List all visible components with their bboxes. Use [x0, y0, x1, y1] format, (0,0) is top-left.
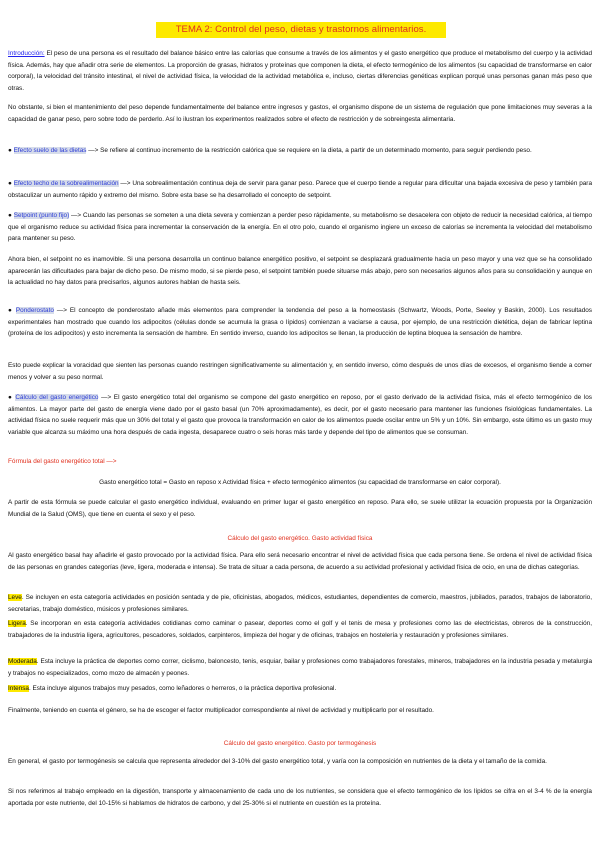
paragraph-regulation [8, 102, 592, 125]
paragraph-text: Finalmente, teniendo en cuenta el género, se ha de escoger el factor multiplicador correspondiente al nivel de actividad y multiplicarlo por el resultado. [8, 707, 434, 714]
bullet-ponderostato: ● Ponderostato —> El concepto de ponderostato añade más elementos para comprender la tendencia del peso a la homeostasis (Schwartz, Woods, Porte, Seeley y Baskin, 2000). Los resultados experimentales han mostrado que cuando los adipocitos (células donde se acumula la grasa o lípidos) comienzan a vaciarse a causa, por ejemplo, de una restricción dietética, dejan de fabricar leptina (proteína de los adipocitos) y esto incrementa la sensación de hambre. En sentido inverso, cuando los adipocitos se llenan, la producción de leptina bloquea la sensación de hambre. [8, 307, 592, 338]
bullet-calculo-gasto: ● Cálculo del gasto energético —> El gasto energético total del organismo se compone del gasto energético en reposo, por el gasto derivado de la actividad física, más el efecto termogénico de los alimentos. La mayor parte del gasto de energía viene dado por el gasto basal (un 70% aproximadamente), es decir, por el gasto necesario para mantener las funciones fisiológicas fundamentales. La actividad física no suele requerir más que un 30% del total y el gasto que provoca la transformación en calor de los alimentos puede oscilar entre un 5% y un 10%. Sin embargo, este último es un gasto muy variable que alcanza su máximo una hora después de cada ingesta, desaparece cuatro o seis horas más tarde y depende del tipo de alimentos que se consuman. [8, 394, 592, 436]
level-term: Leve [8, 594, 22, 601]
bullet-setpoint: ● Setpoint (punto fijo) —> Cuando las personas se someten a una dieta severa y comienzan a perder peso rápidamente, su metabolismo se desacelera con objeto de reducir la necesidad calórica, al tiempo que el organismo reduce su actividad física para incrementar la conservación de la energía. En el otro polo, cuando el organismo ingiere un exceso de calorías se incrementa la velocidad del metabolismo para mantener su peso. [8, 212, 593, 243]
paragraph-text: Esto puede explicar la voracidad que sienten las personas cuando restringen significativamente su alimentación y, en sentido inverso, cómo después de unos días de excesos, el organismo tiende a comer menos y volver a su peso normal. [8, 362, 592, 381]
paragraph-termogenesis [8, 756, 592, 768]
bullet-term: Setpoint (punto fijo) [13, 212, 70, 219]
level-ligera [8, 618, 592, 641]
level-text: . Se incluyen en esta categoría actividades en posición sentada y de pie, oficinistas, abogados, médicos, estudiantes, dependientes de comercio, maestros, jubilados, parados, trabajos de laboratorio, secretarias, trabajo doméstico, músicos y profesiones similares. [8, 594, 592, 613]
paragraph-text: Al gasto energético basal hay añadirle el gasto provocado por la actividad física. Para ello será necesario encontrar el nivel de actividad física que cada persona tiene. Se ordena el nivel de actividad física de las personas en grandes categorías (leve, ligera, moderada e intensa). Se trata de situar a cada persona, de acuerdo a su actividad profesional y actividad física de ocio, en una de dichas categorías. [8, 552, 592, 571]
intro-label: Introducción: [8, 50, 45, 57]
section-heading-text: Cálculo del gasto energético. Gasto actividad física [227, 535, 373, 542]
paragraph-formula [8, 497, 592, 520]
paragraph-setpoint [8, 254, 592, 289]
level-moderada [8, 656, 592, 679]
level-text: . Esta incluye algunos trabajos muy pesados, como leñadores o herreros, o la práctica deportiva profesional. [28, 685, 337, 692]
bullet-efecto-suelo: ● Efecto suelo de las dietas —> Se refiere al continuo incremento de la restricción calórica que se requiere en la dieta, a partir de un determinado momento, para seguir perdiendo peso. [8, 147, 532, 154]
bullet-text: —> El gasto energético total del organismo se compone del gasto energético en reposo, por el gasto derivado de la actividad física, más el efecto termogénico de los alimentos. La mayor parte del gasto de energía viene dado por el gasto basal (un 70% aproximadamente), es decir, por el gasto necesario para mantener las funciones fisiológicas fundamentales. La actividad física no suele requerir más que un 30% del total y el gasto que provoca la transformación en calor de los alimentos puede oscilar entre un 5% y un 10%. Sin embargo, este último es un gasto muy variable que alcanza su máximo una hora después de cada ingesta, desaparece cuatro o seis horas más tarde y depende del tipo de alimentos que se consuman. [8, 394, 592, 436]
bullet-text: —> Una sobrealimentación continua deja de servir para ganar peso. Parece que el cuerpo tiende a regular para dificultar una bajada excesiva de peso y también para obstaculizar un aumento rápido y extremo del mismo. Sobre esta base se ha desarrollado el concepto de setpoint. [8, 180, 592, 199]
bullet-term: Efecto techo de la sobrealimentación [13, 180, 119, 187]
bullet-term: Ponderostato [15, 307, 54, 314]
bullet-text: —> Cuando las personas se someten a una dieta severa y comienzan a perder peso rápidamente, su metabolismo se desacelera con objeto de reducir la necesidad calórica, al tiempo que el organismo reduce su actividad física para incrementar la conservación de la energía. En el otro polo, cuando el organismo ingiere un exceso de calorías se incrementa la velocidad del metabolismo para mantener su peso. [8, 212, 593, 243]
intro-text: El peso de una persona es el resultado del balance básico entre las calorías que consume a través de los alimentos y el gasto energético que produce el metabolismo del cuerpo y la actividad física. Además, hay que añadir otra serie de elementos. La proporción de grasas, hidratos y proteínas que componen la dieta, el efecto termogénico de los alimentos (su capacidad de transformarse en calor corporal), la velocidad del tránsito intestinal, el nivel de actividad física, la velocidad de la actividad metabólica e, incluso, ciertas diferencias genéticas explican porqué unas personas ganan más peso que otras. [8, 50, 592, 92]
bullet-term: Efecto suelo de las dietas [13, 147, 87, 154]
section-heading-text: Cálculo del gasto energético. Gasto por termogénesis [223, 740, 377, 747]
formula-heading [8, 456, 592, 468]
level-term: Intensa [8, 685, 29, 692]
paragraph-actividad [8, 550, 592, 573]
bullet-text: —> El concepto de ponderostato añade más elementos para comprender la tendencia del peso a la homeostasis (Schwartz, Woods, Porte, Seeley y Baskin, 2000). Los resultados experimentales han mostrado que cuando los adipocitos (células donde se acumula la grasa o lípidos) comienzan a vaciarse a causa, por ejemplo, de una restricción dietética, dejan de fabricar leptina (proteína de los adipocitos) y esto incrementa la sensación de hambre. En sentido inverso, cuando los adipocitos se llenan, la producción de leptina bloquea la sensación de hambre. [8, 307, 592, 338]
bullet-text: —> Se refiere al continuo incremento de la restricción calórica que se requiere en la dieta, a partir de un determinado momento, para seguir perdiendo peso. [86, 147, 532, 154]
paragraph-text: En general, el gasto por termogénesis se calcula que representa alrededor del 3-10% del gasto energético total, y varía con la composición en nutrientes de la dieta y el tamaño de la comida. [8, 758, 547, 765]
section-heading-actividad [8, 533, 592, 545]
formula-text: Gasto energético total = Gasto en reposo x Actividad física + efecto termogénico alimentos (su capacidad de transformarse en calor corporal). [99, 479, 501, 486]
section-heading-termogenesis [8, 738, 592, 750]
paragraph-voracidad [8, 360, 592, 383]
level-leve [8, 592, 592, 615]
level-term: Ligera [8, 620, 26, 627]
bullet-term: Cálculo del gasto energético [15, 394, 99, 401]
paragraph-text: Ahora bien, el setpoint no es inamovible. Si una persona desarrolla un continuo balance energético positivo, el setpoint se desplazará gradualmente hacia un peso mayor y una vez que se ha consolidado aparecerán las dificultades para bajar de dicho peso. De mismo modo, si se pierde peso, el setpoint también puede situarse más abajo, pero son necesarios algunos años para su consolidación y aunque en la actualidad no hay datos para precisarlos, algunos autores hablan de hasta seis. [8, 256, 592, 287]
paragraph-factor [8, 705, 592, 717]
paragraph-text: No obstante, si bien el mantenimiento del peso depende fundamentalmente del balance entre ingresos y gastos, el organismo dispone de un sistema de regulación que pone limitaciones muy severas a la capacidad de ganar peso, pero sobre todo de perderlo. Así lo ilustran los experimentos realizados sobre el efecto de restricción y de sobreingesta alimentaria. [8, 104, 592, 123]
paragraph-nutrientes [8, 786, 592, 809]
paragraph-text: Si nos referimos al trabajo empleado en la digestión, transporte y almacenamiento de cada uno de los nutrientes, se considera que el efecto termogénico de los lípidos se cifra en el 3-4 % de la energía aportada por este nutriente, del 10-15% si hablamos de hidratos de carbono, y del 25-30% si el nutriente en cuestión es la proteína. [8, 788, 592, 807]
level-intensa [8, 683, 592, 695]
paragraph-text: A partir de esta fórmula se puede calcular el gasto energético individual, evaluando en primer lugar el gasto energético en reposo. Para ello, se suele utilizar la ecuación propuesta por la Organización Mundial de la Salud (OMS), que tiene en cuenta el sexo y el peso. [8, 499, 592, 518]
bullet-efecto-techo: ● Efecto techo de la sobrealimentación —> Una sobrealimentación continua deja de servir para ganar peso. Parece que el cuerpo tiende a regular para dificultar una bajada excesiva de peso y también para obstaculizar un aumento rápido y extremo del mismo. Sobre esta base se ha desarrollado el concepto de setpoint. [8, 180, 592, 199]
page-title: TEMA 2: Control del peso, dietas y trastornos alimentarios. [156, 22, 446, 38]
level-text: . Se incorporan en esta categoría actividades cotidianas como caminar o pasear, deportes como el golf y el tenis de mesa y profesiones como las de electricistas, obreros de la construcción, trabajadores de la industria ligera, agricultores, pescadores, soldados, carpinteros, limpieza del hogar y de oficinas, trabajos en hostelería y restauración y profesiones similares. [8, 620, 592, 639]
level-term: Moderada [8, 658, 37, 665]
intro-paragraph [8, 48, 592, 94]
formula-heading-text: Fórmula del gasto energético total —> [8, 458, 117, 465]
formula [8, 477, 592, 489]
level-text: . Esta incluye la práctica de deportes como correr, ciclismo, baloncesto, tenis, esquiar, bailar y profesiones como trabajadores forestales, mineros, trabajadores en la industria pesada y metalurgia y trabajos no especializados, como mozo de almacén y peones. [8, 658, 592, 677]
